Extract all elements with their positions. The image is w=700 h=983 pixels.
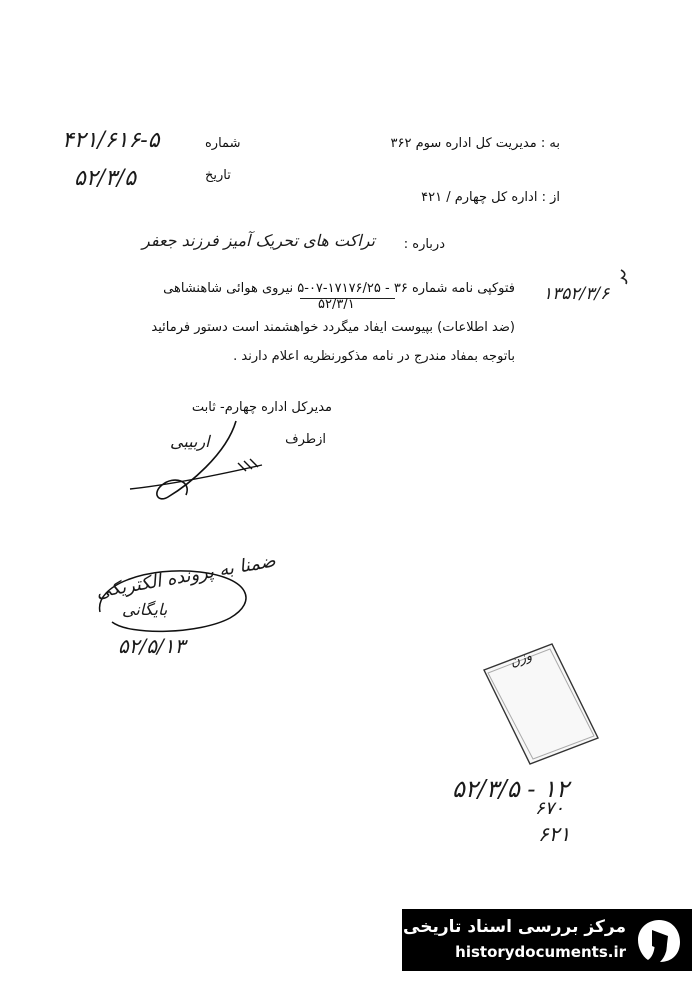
stamp-box	[478, 640, 606, 768]
bottom-number-1: ۶۷۰	[535, 798, 565, 819]
signatory-title: مدیرکل اداره چهارم- ثابت	[191, 400, 332, 415]
stamp-text: وزن	[508, 648, 535, 671]
to-label: به :	[540, 136, 560, 151]
on-behalf-label: ازطرف	[285, 432, 326, 447]
from-value: اداره کل چهارم / ۴۲۱	[421, 190, 538, 205]
to-value: مدیریت کل اداره سوم ۳۶۲	[390, 136, 537, 151]
margin-date-note: ۱۳۵۲/۳/۶	[543, 284, 610, 304]
body-fraction: ۵۲/۳/۱	[318, 297, 355, 312]
circled-sub: بایگانی	[122, 600, 168, 619]
circled-date: ۵۲/۵/۱۳	[118, 634, 186, 658]
subject-label: درباره :	[403, 237, 445, 252]
from-label: از :	[541, 190, 560, 205]
date-value: ۵۲/۳/۵	[74, 166, 137, 191]
signature-scribble	[128, 415, 278, 515]
logo-url[interactable]: historydocuments.ir	[455, 943, 626, 961]
date-label: تاریخ	[205, 168, 231, 183]
archive-logo-icon	[636, 916, 682, 964]
bottom-date: ۵۲/۳/۵ - ۱۲	[452, 775, 569, 803]
number-value: ۴۲۱/۶۱۶-۵	[62, 128, 160, 153]
to-line	[391, 136, 561, 151]
bottom-number-2: ۶۲۱	[538, 822, 571, 846]
subject-value: تراکت های تحریک آمیز فرزند جعفر	[142, 231, 375, 250]
body-line-1: فتوکپی نامه شماره ۳۶ - ۱۷۱۷۶/۲۵-۰۷-۵ نیروی هوائی شاهنشاهی	[163, 281, 515, 296]
margin-mark-icon	[618, 268, 632, 286]
body-line-3: باتوجه بمفاد مندرج در نامه مذکورنظریه اعلام دارند .	[233, 349, 515, 364]
archive-logo-banner	[402, 909, 692, 971]
body-line-2: (ضد اطلاعات) بپیوست ایفاد میگردد خواهشمند است دستور فرمائید	[151, 320, 515, 335]
logo-title: مرکز بررسی اسناد تاریخی	[403, 917, 626, 937]
from-line	[421, 190, 560, 205]
number-label: شماره	[205, 136, 241, 151]
circled-note: ضمنا به پرونده الکتریکی	[94, 550, 278, 603]
handwritten-name: اربیبی	[170, 432, 210, 451]
